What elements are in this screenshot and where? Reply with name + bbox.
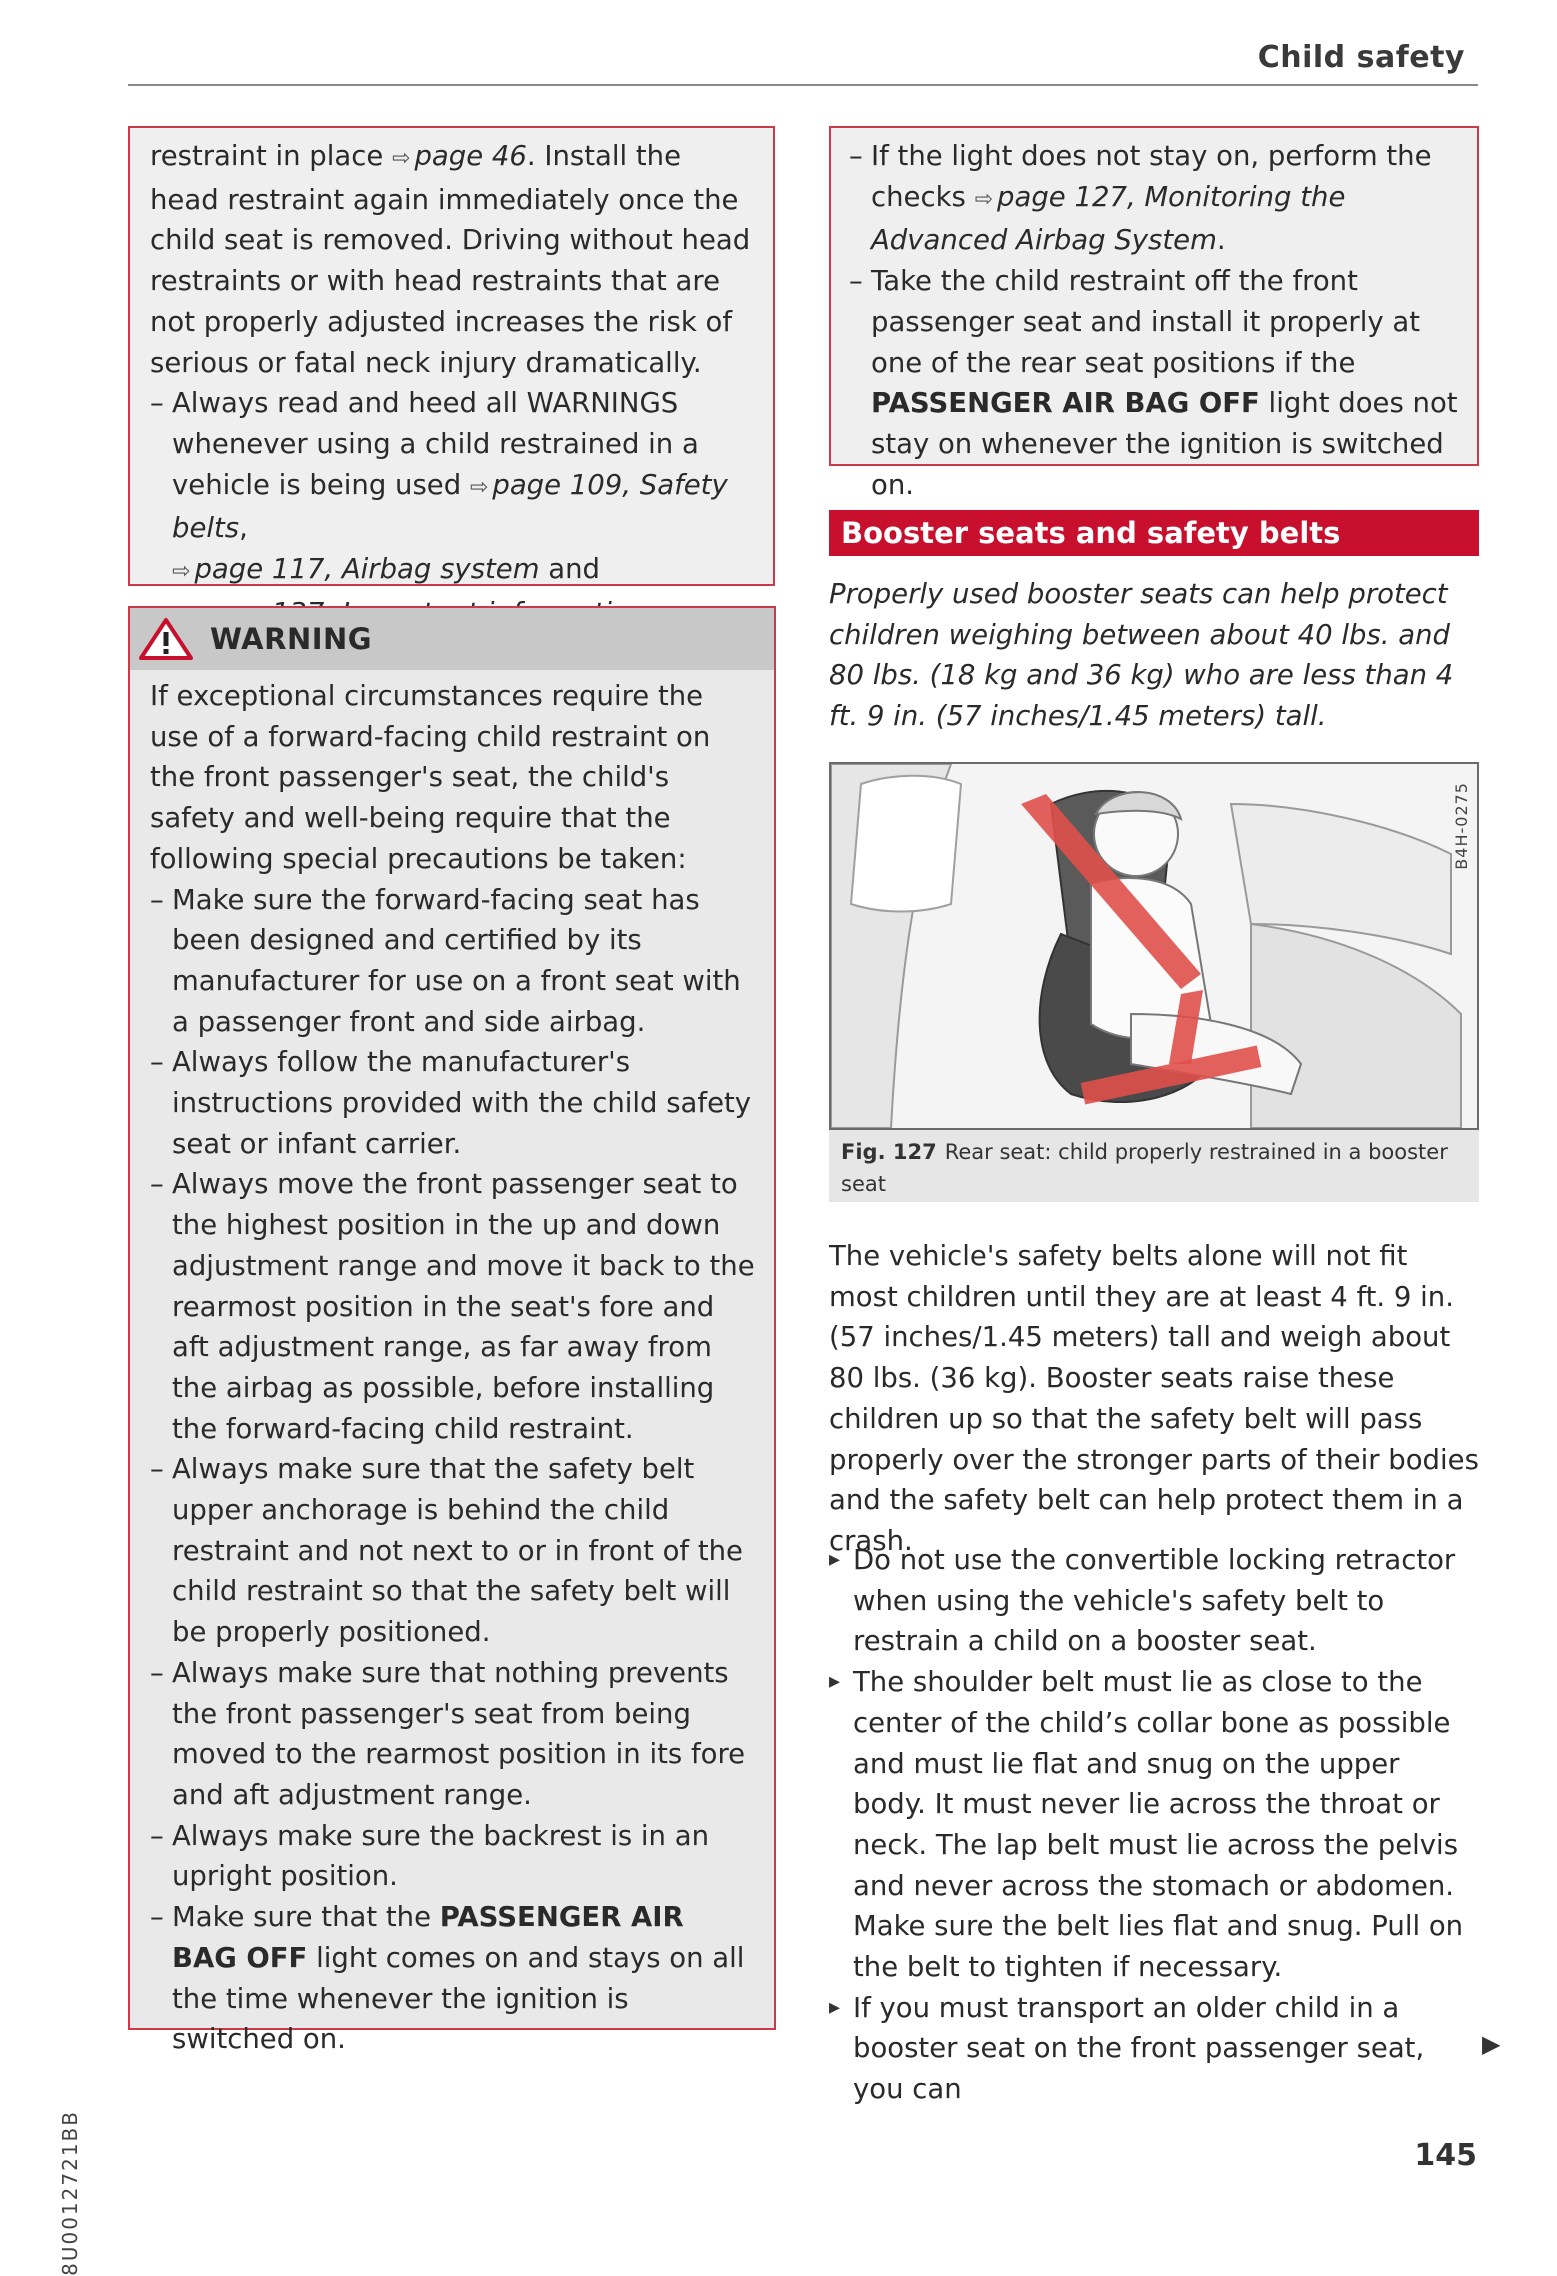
- section-intro: Properly used booster seats can help protect children weighing between about 40 lbs. and 80 lbs. (18 kg and 36 kg) who are less than 4 ft. 9 in. (57 inches/1.45 meters) tall.: [829, 578, 1454, 733]
- continue-arrow-icon: ▶: [1482, 2030, 1501, 2058]
- indicator-name: PASSENGER AIR BAG OFF: [871, 387, 1260, 420]
- warning-item: – Make sure the forward-facing seat has been designed and certified by its manufacturer for use on a front seat with a passenger front and side airbag.: [150, 880, 758, 1043]
- section-heading: Booster seats and safety belts: [829, 510, 1479, 556]
- page-reference-link[interactable]: page 109, Safety belts: [172, 468, 728, 545]
- ref-arrow-icon: ⇨: [974, 186, 994, 212]
- warnings-paragraph: – Always read and heed all WARNINGS whenever using a child restrained in a vehicle is being used ⇨ page 109, Safety belts, ⇨ page 117, Airbag system and: [150, 383, 753, 636]
- page-number: 145: [1414, 2138, 1477, 2173]
- header-divider: [128, 84, 1478, 86]
- warning-item: – Always make sure the backrest is in an upright position.: [150, 1816, 758, 1897]
- warning-item: – Make sure that the PASSENGER AIR BAG OFF light comes on and stays on all the time whenever the ignition is switched on.: [150, 1897, 758, 2060]
- warning-item: – Always move the front passenger seat to the highest position in the up and down adjustment range and move it back to the rearmost position in the seat's fore and aft adjustment range, as far away from the airbag as possible, before installing the forward-facing child restraint.: [150, 1164, 758, 1449]
- instruction-item: ▸ Do not use the convertible locking retractor when using the vehicle's safety belt to restrain a child on a booster seat.: [829, 1540, 1479, 1662]
- chapter-title: Child safety: [1257, 40, 1465, 75]
- warning-item: – Always make sure that nothing prevents the front passenger's seat from being moved to the rearmost position in its fore and aft adjustment range.: [150, 1653, 758, 1816]
- page-reference-link[interactable]: page 127, Monitoring the Advanced Airbag System: [871, 180, 1346, 257]
- document-code: 8U0012721BB: [58, 2110, 82, 2276]
- figure-code: B4H-0275: [1452, 782, 1471, 870]
- warning-item: – Always make sure that the safety belt upper anchorage is behind the child restraint and not next to or in front of the child restraint so that the safety belt will be properly positioned.: [150, 1449, 758, 1653]
- warning-box: [128, 606, 776, 2056]
- instruction-item: ▸ If you must transport an older child in a booster seat on the front passenger seat, you can: [829, 1988, 1479, 2110]
- ref-arrow-icon: ⇨: [172, 559, 191, 585]
- warning-intro: If exceptional circumstances require the use of a forward-facing child restraint on the front passenger's seat, the child's safety and well-being require that the following special precautions be taken:: [150, 680, 711, 875]
- figure-caption: Fig. 127 Rear seat: child properly restrained in a booster seat: [829, 1130, 1479, 1202]
- warning-header: [130, 608, 774, 670]
- right-continuation-box: [829, 126, 1479, 501]
- warning-item: – Always follow the manufacturer's instructions provided with the child safety seat or infant carrier.: [150, 1042, 758, 1164]
- warning-triangle-icon: [138, 617, 194, 661]
- booster-seat-illustration: [831, 764, 1477, 1128]
- page-reference-link[interactable]: page 117, Airbag system: [194, 553, 540, 586]
- relocate-restraint-item: – Take the child restraint off the front passenger seat and install it properly at one of the rear seat positions if the PASSENGER AIR BAG OFF light does not stay on whenever the ignition is switched on.: [849, 261, 1459, 505]
- head-restraint-paragraph: restraint in place ⇨ page 46. Install the head restraint again immediately once the child seat is removed. Driving without head restraints or with head restraints that are not properly adjusted increases the risk of serious or fatal neck injury dramatically.: [150, 140, 751, 379]
- check-light-item: – If the light does not stay on, perform the checks ⇨ page 127, Monitoring the Advanced Airbag System.: [849, 136, 1459, 261]
- warning-body: [130, 670, 774, 2060]
- figure-label: Fig. 127: [841, 1140, 937, 1164]
- instruction-list: [829, 1540, 1479, 2110]
- warning-continuation-box: [128, 126, 775, 586]
- warning-title: WARNING: [210, 622, 373, 656]
- booster-explanation: The vehicle's safety belts alone will not fit most children until they are at least 4 ft. 9 in. (57 inches/1.45 meters) tall and weigh about 80 lbs. (36 kg). Booster seats raise these children up so that the safety belt will pass properly over the stronger parts of their bodies and the safety belt can help protect them in a crash.: [829, 1240, 1479, 1557]
- ref-arrow-icon: ⇨: [469, 474, 489, 500]
- page-reference-link[interactable]: page 46: [414, 140, 527, 172]
- figure-booster-seat: [829, 762, 1479, 1130]
- indicator-name: PASSENGER AIR BAG OFF: [172, 1901, 684, 1974]
- ref-arrow-icon: ⇨: [392, 146, 411, 171]
- instruction-item: ▸ The shoulder belt must lie as close to the center of the child’s collar bone as possible and must lie flat and snug on the upper body. It must never lie across the throat or neck. The lap belt must lie across the pelvis and never across the stomach or abdomen. Make sure the belt lies flat and snug. Pull on the belt to tighten if necessary.: [829, 1662, 1479, 1988]
